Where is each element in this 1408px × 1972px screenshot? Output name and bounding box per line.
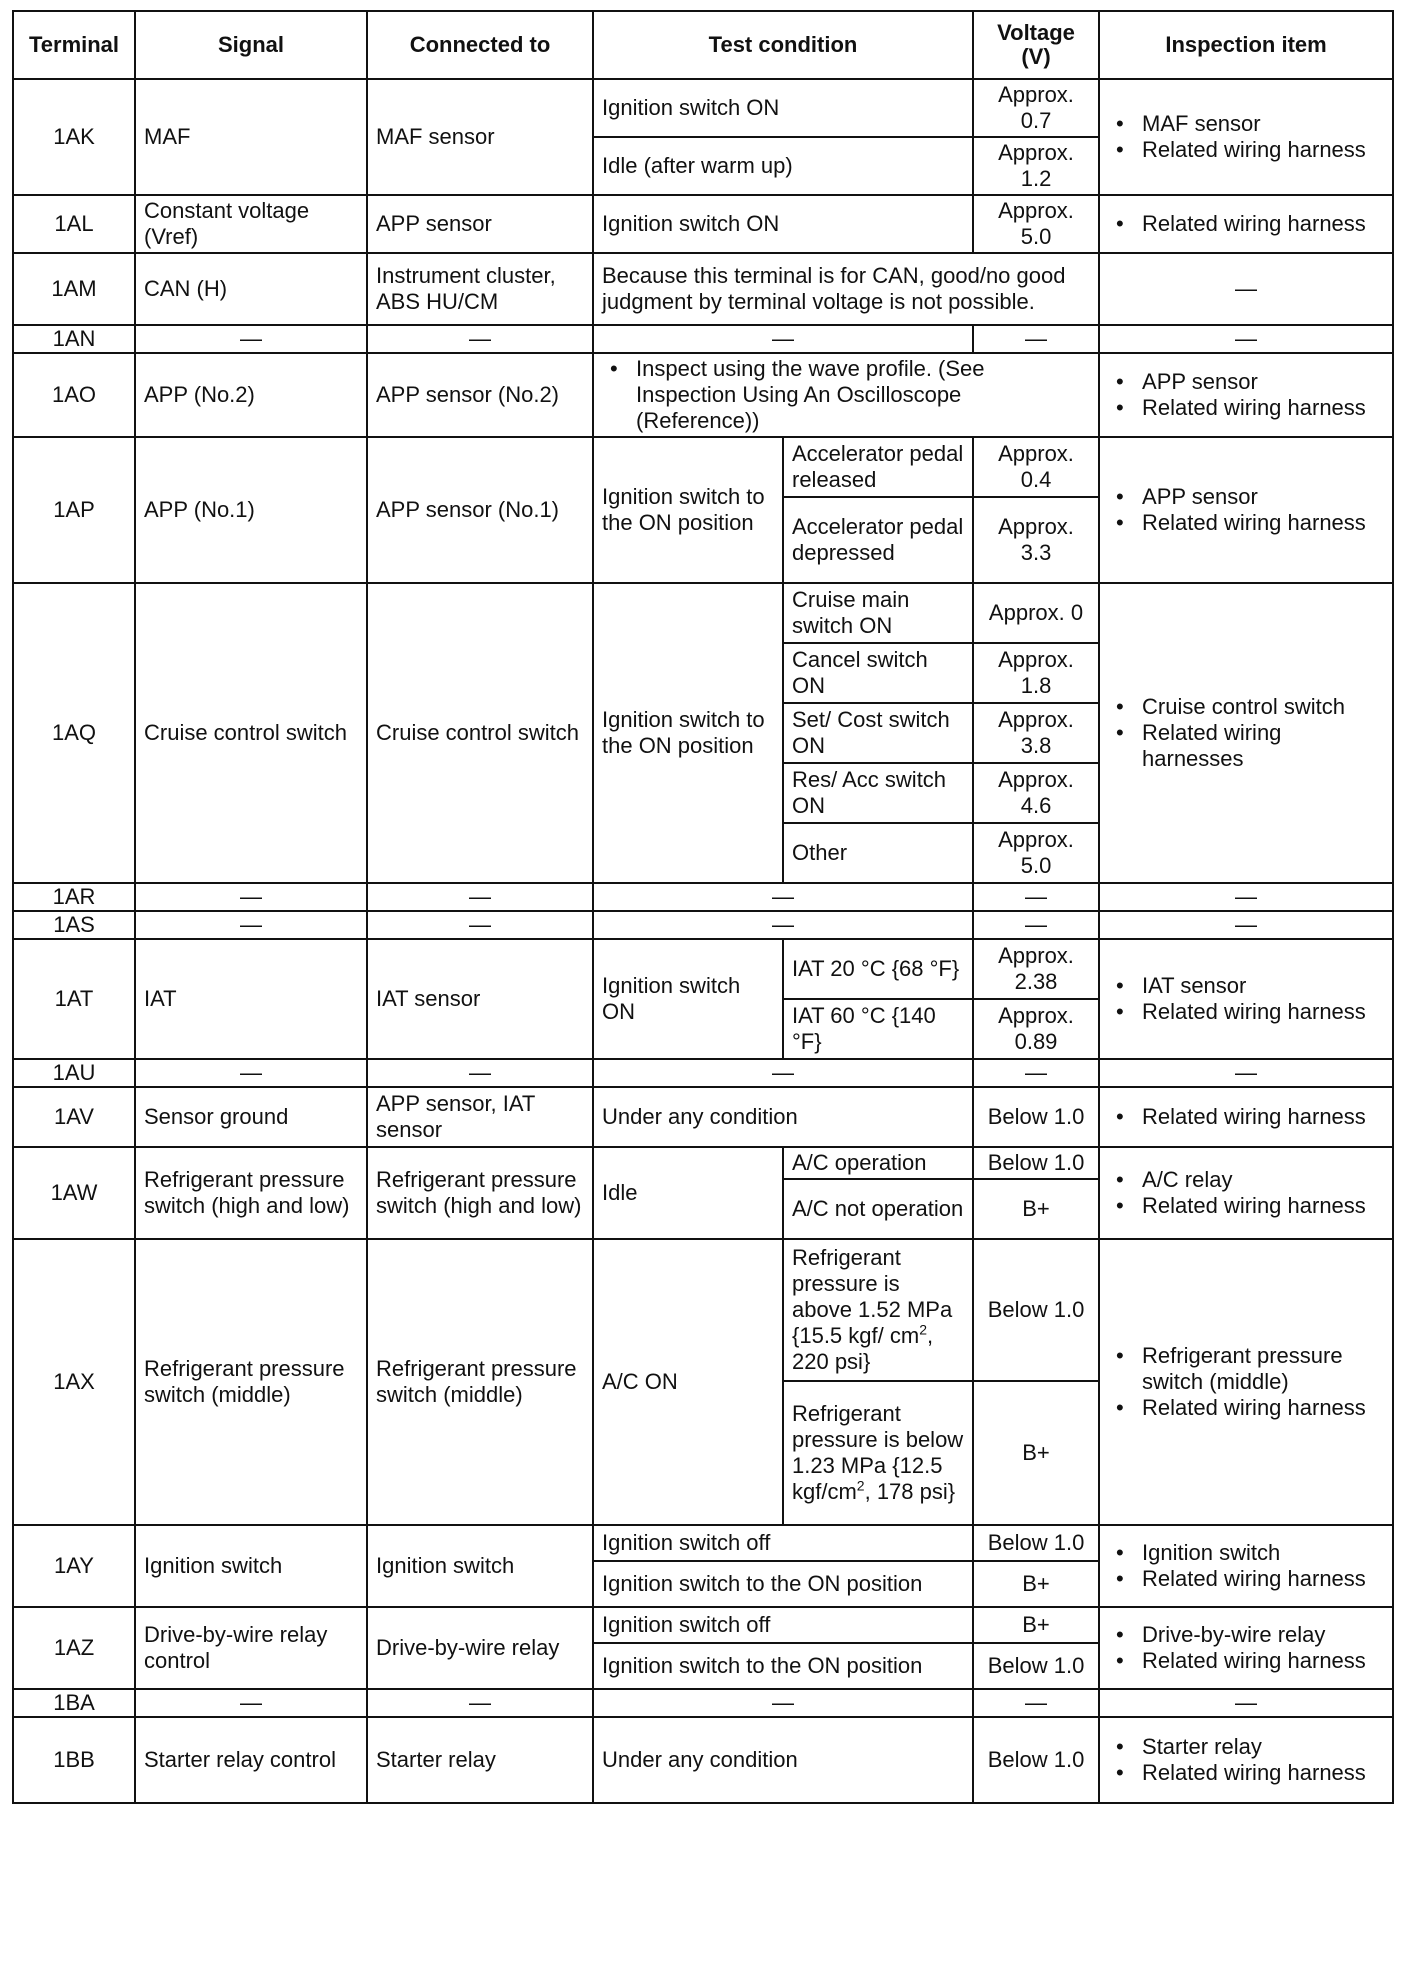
voltage-cell: Approx. 5.0 bbox=[973, 195, 1099, 253]
terminal-cell: 1AK bbox=[13, 79, 135, 195]
signal-cell: — bbox=[135, 1689, 367, 1717]
voltage-cell: Below 1.0 bbox=[973, 1147, 1099, 1179]
condition-cell: Ignition switch off bbox=[593, 1607, 973, 1643]
connected-cell: IAT sensor bbox=[367, 939, 593, 1059]
inspection-item: • A/C relay bbox=[1142, 1167, 1384, 1193]
table-row bbox=[13, 1607, 1393, 1643]
inspection-item: • Related wiring harness bbox=[1142, 510, 1384, 536]
signal-cell: IAT bbox=[135, 939, 367, 1059]
header-terminal: Terminal bbox=[13, 11, 135, 79]
condition-sub-cell: Accelerator pedal depressed bbox=[783, 497, 973, 583]
inspection-item: • Related wiring harness bbox=[1142, 1648, 1384, 1674]
table-row bbox=[13, 1059, 1393, 1087]
voltage-cell: Approx. 4.6 bbox=[973, 763, 1099, 823]
voltage-cell: — bbox=[973, 911, 1099, 939]
signal-cell: Starter relay control bbox=[135, 1717, 367, 1803]
connected-cell: Cruise control switch bbox=[367, 583, 593, 883]
terminal-cell: 1AZ bbox=[13, 1607, 135, 1689]
terminal-cell: 1AR bbox=[13, 883, 135, 911]
signal-cell: APP (No.1) bbox=[135, 437, 367, 583]
terminal-voltage-table-page bbox=[12, 10, 1394, 1804]
connected-cell: APP sensor bbox=[367, 195, 593, 253]
condition-cell: Idle (after warm up) bbox=[593, 137, 973, 195]
table-row bbox=[13, 883, 1393, 911]
voltage-cell: Below 1.0 bbox=[973, 1717, 1099, 1803]
terminal-cell: 1AS bbox=[13, 911, 135, 939]
condition-note: • Inspect using the wave profile. (See Inspection Using An Oscilloscope (Reference)) bbox=[636, 356, 1090, 434]
signal-cell: CAN (H) bbox=[135, 253, 367, 325]
table-row bbox=[13, 1689, 1393, 1717]
voltage-cell: Approx. 1.8 bbox=[973, 643, 1099, 703]
signal-cell: Drive-by-wire relay control bbox=[135, 1607, 367, 1689]
superscript: 2 bbox=[919, 1321, 927, 1338]
voltage-cell: Approx. 3.8 bbox=[973, 703, 1099, 763]
connected-cell: Drive-by-wire relay bbox=[367, 1607, 593, 1689]
connected-cell: Refrigerant pressure switch (middle) bbox=[367, 1239, 593, 1525]
header-inspection-item: Inspection item bbox=[1099, 11, 1393, 79]
voltage-cell: Approx. 1.2 bbox=[973, 137, 1099, 195]
condition-main-cell: Ignition switch to the ON position bbox=[593, 583, 783, 883]
inspection-cell: — bbox=[1099, 325, 1393, 353]
terminal-cell: 1AN bbox=[13, 325, 135, 353]
inspection-item: • Starter relay bbox=[1142, 1734, 1384, 1760]
inspection-cell: — bbox=[1099, 883, 1393, 911]
inspection-item: • Cruise control switch bbox=[1142, 694, 1384, 720]
condition-sub-text: Refrigerant pressure is above 1.52 MPa {15.5 kgf/ cm bbox=[792, 1245, 953, 1348]
voltage-cell: Below 1.0 bbox=[973, 1239, 1099, 1381]
terminal-cell: 1AO bbox=[13, 353, 135, 437]
voltage-cell: Approx. 0 bbox=[973, 583, 1099, 643]
voltage-cell: Approx. 0.4 bbox=[973, 437, 1099, 497]
table-row bbox=[13, 939, 1393, 999]
condition-cell: Ignition switch to the ON position bbox=[593, 1643, 973, 1689]
superscript: 2 bbox=[856, 1477, 865, 1494]
voltage-cell: Approx. 5.0 bbox=[973, 823, 1099, 883]
terminal-cell: 1AT bbox=[13, 939, 135, 1059]
signal-cell: — bbox=[135, 325, 367, 353]
table-row bbox=[13, 1147, 1393, 1179]
terminal-cell: 1AQ bbox=[13, 583, 135, 883]
voltage-cell: B+ bbox=[973, 1179, 1099, 1239]
condition-sub-cell bbox=[783, 1239, 973, 1381]
condition-main-cell: Ignition switch ON bbox=[593, 939, 783, 1059]
signal-cell: — bbox=[135, 911, 367, 939]
inspection-item: • Drive-by-wire relay bbox=[1142, 1622, 1384, 1648]
voltage-cell: B+ bbox=[973, 1561, 1099, 1607]
condition-main-cell: Idle bbox=[593, 1147, 783, 1239]
signal-cell: — bbox=[135, 1059, 367, 1087]
condition-cell: — bbox=[593, 325, 973, 353]
signal-cell: Ignition switch bbox=[135, 1525, 367, 1607]
inspection-cell: — bbox=[1099, 1689, 1393, 1717]
connected-cell: Ignition switch bbox=[367, 1525, 593, 1607]
terminal-cell: 1AV bbox=[13, 1087, 135, 1147]
condition-sub-cell: Accelerator pedal released bbox=[783, 437, 973, 497]
inspection-cell bbox=[1099, 939, 1393, 1059]
connected-cell: — bbox=[367, 1059, 593, 1087]
terminal-cell: 1AP bbox=[13, 437, 135, 583]
condition-cell: Under any condition bbox=[593, 1717, 973, 1803]
table-row bbox=[13, 1525, 1393, 1561]
header-voltage: Voltage (V) bbox=[973, 11, 1099, 79]
signal-cell: Sensor ground bbox=[135, 1087, 367, 1147]
connected-cell: — bbox=[367, 1689, 593, 1717]
signal-cell: Refrigerant pressure switch (middle) bbox=[135, 1239, 367, 1525]
terminal-cell: 1BB bbox=[13, 1717, 135, 1803]
condition-sub-cell: IAT 60 °C {140 °F} bbox=[783, 999, 973, 1059]
condition-sub-cell: Set/ Cost switch ON bbox=[783, 703, 973, 763]
voltage-cell: — bbox=[973, 883, 1099, 911]
condition-sub-text: , 220 psi} bbox=[792, 1323, 934, 1374]
inspection-item: • Related wiring harness bbox=[1142, 999, 1384, 1025]
connected-cell: — bbox=[367, 883, 593, 911]
inspection-item: • Related wiring harness bbox=[1142, 137, 1384, 163]
inspection-item: • APP sensor bbox=[1142, 369, 1384, 395]
inspection-item: • Related wiring harness bbox=[1142, 1395, 1384, 1421]
table-row bbox=[13, 1087, 1393, 1147]
condition-cell: Ignition switch to the ON position bbox=[593, 1561, 973, 1607]
table-row bbox=[13, 583, 1393, 643]
condition-sub-cell: Res/ Acc switch ON bbox=[783, 763, 973, 823]
condition-cell: Ignition switch ON bbox=[593, 79, 973, 137]
header-test-condition: Test condition bbox=[593, 11, 973, 79]
terminal-cell: 1AU bbox=[13, 1059, 135, 1087]
condition-cell: Under any condition bbox=[593, 1087, 973, 1147]
voltage-cell: Approx. 0.7 bbox=[973, 79, 1099, 137]
inspection-item: • Related wiring harnesses bbox=[1142, 720, 1384, 772]
condition-sub-cell: Cruise main switch ON bbox=[783, 583, 973, 643]
inspection-item: • Related wiring harness bbox=[1142, 1566, 1384, 1592]
terminal-cell: 1BA bbox=[13, 1689, 135, 1717]
table-row bbox=[13, 911, 1393, 939]
inspection-cell bbox=[1099, 79, 1393, 195]
signal-cell: Refrigerant pressure switch (high and low) bbox=[135, 1147, 367, 1239]
connected-cell: APP sensor (No.1) bbox=[367, 437, 593, 583]
header-connected-to: Connected to bbox=[367, 11, 593, 79]
voltage-cell: — bbox=[973, 325, 1099, 353]
inspection-cell bbox=[1099, 195, 1393, 253]
inspection-item: • IAT sensor bbox=[1142, 973, 1384, 999]
condition-sub-text: Refrigerant pressure is below 1.23 MPa {12.5 kgf/cm bbox=[792, 1401, 964, 1504]
condition-sub-cell: A/C operation bbox=[783, 1147, 973, 1179]
condition-note-cell bbox=[593, 353, 1099, 437]
inspection-cell: — bbox=[1099, 911, 1393, 939]
terminal-cell: 1AX bbox=[13, 1239, 135, 1525]
condition-cell: — bbox=[593, 883, 973, 911]
condition-sub-cell: Cancel switch ON bbox=[783, 643, 973, 703]
voltage-cell: Below 1.0 bbox=[973, 1525, 1099, 1561]
inspection-cell bbox=[1099, 1525, 1393, 1607]
condition-note-cell: Because this terminal is for CAN, good/no good judgment by terminal voltage is not possible. bbox=[593, 253, 1099, 325]
condition-sub-text: , 178 psi} bbox=[864, 1479, 956, 1504]
condition-cell: — bbox=[593, 1059, 973, 1087]
voltage-cell: B+ bbox=[973, 1381, 1099, 1525]
terminal-cell: 1AY bbox=[13, 1525, 135, 1607]
inspection-item: • Related wiring harness bbox=[1142, 1193, 1384, 1219]
inspection-item: • MAF sensor bbox=[1142, 111, 1384, 137]
connected-cell: APP sensor, IAT sensor bbox=[367, 1087, 593, 1147]
voltage-cell: Below 1.0 bbox=[973, 1087, 1099, 1147]
table-row bbox=[13, 195, 1393, 253]
condition-cell: Ignition switch off bbox=[593, 1525, 973, 1561]
inspection-item: • APP sensor bbox=[1142, 484, 1384, 510]
inspection-cell bbox=[1099, 1717, 1393, 1803]
voltage-cell: Approx. 2.38 bbox=[973, 939, 1099, 999]
condition-sub-cell: IAT 20 °C {68 °F} bbox=[783, 939, 973, 999]
condition-main-cell: A/C ON bbox=[593, 1239, 783, 1525]
condition-cell: — bbox=[593, 1689, 973, 1717]
connected-cell: Starter relay bbox=[367, 1717, 593, 1803]
table-row bbox=[13, 1239, 1393, 1381]
connected-cell: — bbox=[367, 325, 593, 353]
inspection-item: • Refrigerant pressure switch (middle) bbox=[1142, 1343, 1384, 1395]
voltage-cell: — bbox=[973, 1059, 1099, 1087]
condition-cell: — bbox=[593, 911, 973, 939]
table-row bbox=[13, 253, 1393, 325]
signal-cell: — bbox=[135, 883, 367, 911]
signal-cell: MAF bbox=[135, 79, 367, 195]
header-signal: Signal bbox=[135, 11, 367, 79]
inspection-cell: — bbox=[1099, 1059, 1393, 1087]
signal-cell: Constant voltage (Vref) bbox=[135, 195, 367, 253]
inspection-cell bbox=[1099, 1607, 1393, 1689]
inspection-cell bbox=[1099, 353, 1393, 437]
inspection-item: • Related wiring harness bbox=[1142, 211, 1384, 237]
header-row bbox=[13, 11, 1393, 79]
terminal-cell: 1AW bbox=[13, 1147, 135, 1239]
inspection-item: • Related wiring harness bbox=[1142, 1760, 1384, 1786]
connected-cell: APP sensor (No.2) bbox=[367, 353, 593, 437]
inspection-cell bbox=[1099, 1147, 1393, 1239]
inspection-cell bbox=[1099, 437, 1393, 583]
terminal-cell: 1AL bbox=[13, 195, 135, 253]
condition-main-cell: Ignition switch to the ON position bbox=[593, 437, 783, 583]
inspection-cell bbox=[1099, 1087, 1393, 1147]
terminal-voltage-table bbox=[12, 10, 1394, 1804]
connected-cell: Instrument cluster, ABS HU/CM bbox=[367, 253, 593, 325]
condition-sub-cell: Other bbox=[783, 823, 973, 883]
inspection-item: • Related wiring harness bbox=[1142, 1104, 1384, 1130]
voltage-cell: B+ bbox=[973, 1607, 1099, 1643]
condition-sub-cell bbox=[783, 1381, 973, 1525]
table-row bbox=[13, 1717, 1393, 1803]
inspection-item: • Ignition switch bbox=[1142, 1540, 1384, 1566]
inspection-item: • Related wiring harness bbox=[1142, 395, 1384, 421]
voltage-cell: Below 1.0 bbox=[973, 1643, 1099, 1689]
table-row bbox=[13, 325, 1393, 353]
inspection-cell bbox=[1099, 583, 1393, 883]
voltage-cell: Approx. 0.89 bbox=[973, 999, 1099, 1059]
inspection-cell: — bbox=[1099, 253, 1393, 325]
table-row bbox=[13, 79, 1393, 137]
voltage-cell: Approx. 3.3 bbox=[973, 497, 1099, 583]
table-row bbox=[13, 353, 1393, 437]
connected-cell: Refrigerant pressure switch (high and low) bbox=[367, 1147, 593, 1239]
voltage-cell: — bbox=[973, 1689, 1099, 1717]
signal-cell: Cruise control switch bbox=[135, 583, 367, 883]
connected-cell: — bbox=[367, 911, 593, 939]
signal-cell: APP (No.2) bbox=[135, 353, 367, 437]
table-row bbox=[13, 437, 1393, 497]
inspection-cell bbox=[1099, 1239, 1393, 1525]
condition-sub-cell: A/C not operation bbox=[783, 1179, 973, 1239]
connected-cell: MAF sensor bbox=[367, 79, 593, 195]
terminal-cell: 1AM bbox=[13, 253, 135, 325]
condition-cell: Ignition switch ON bbox=[593, 195, 973, 253]
